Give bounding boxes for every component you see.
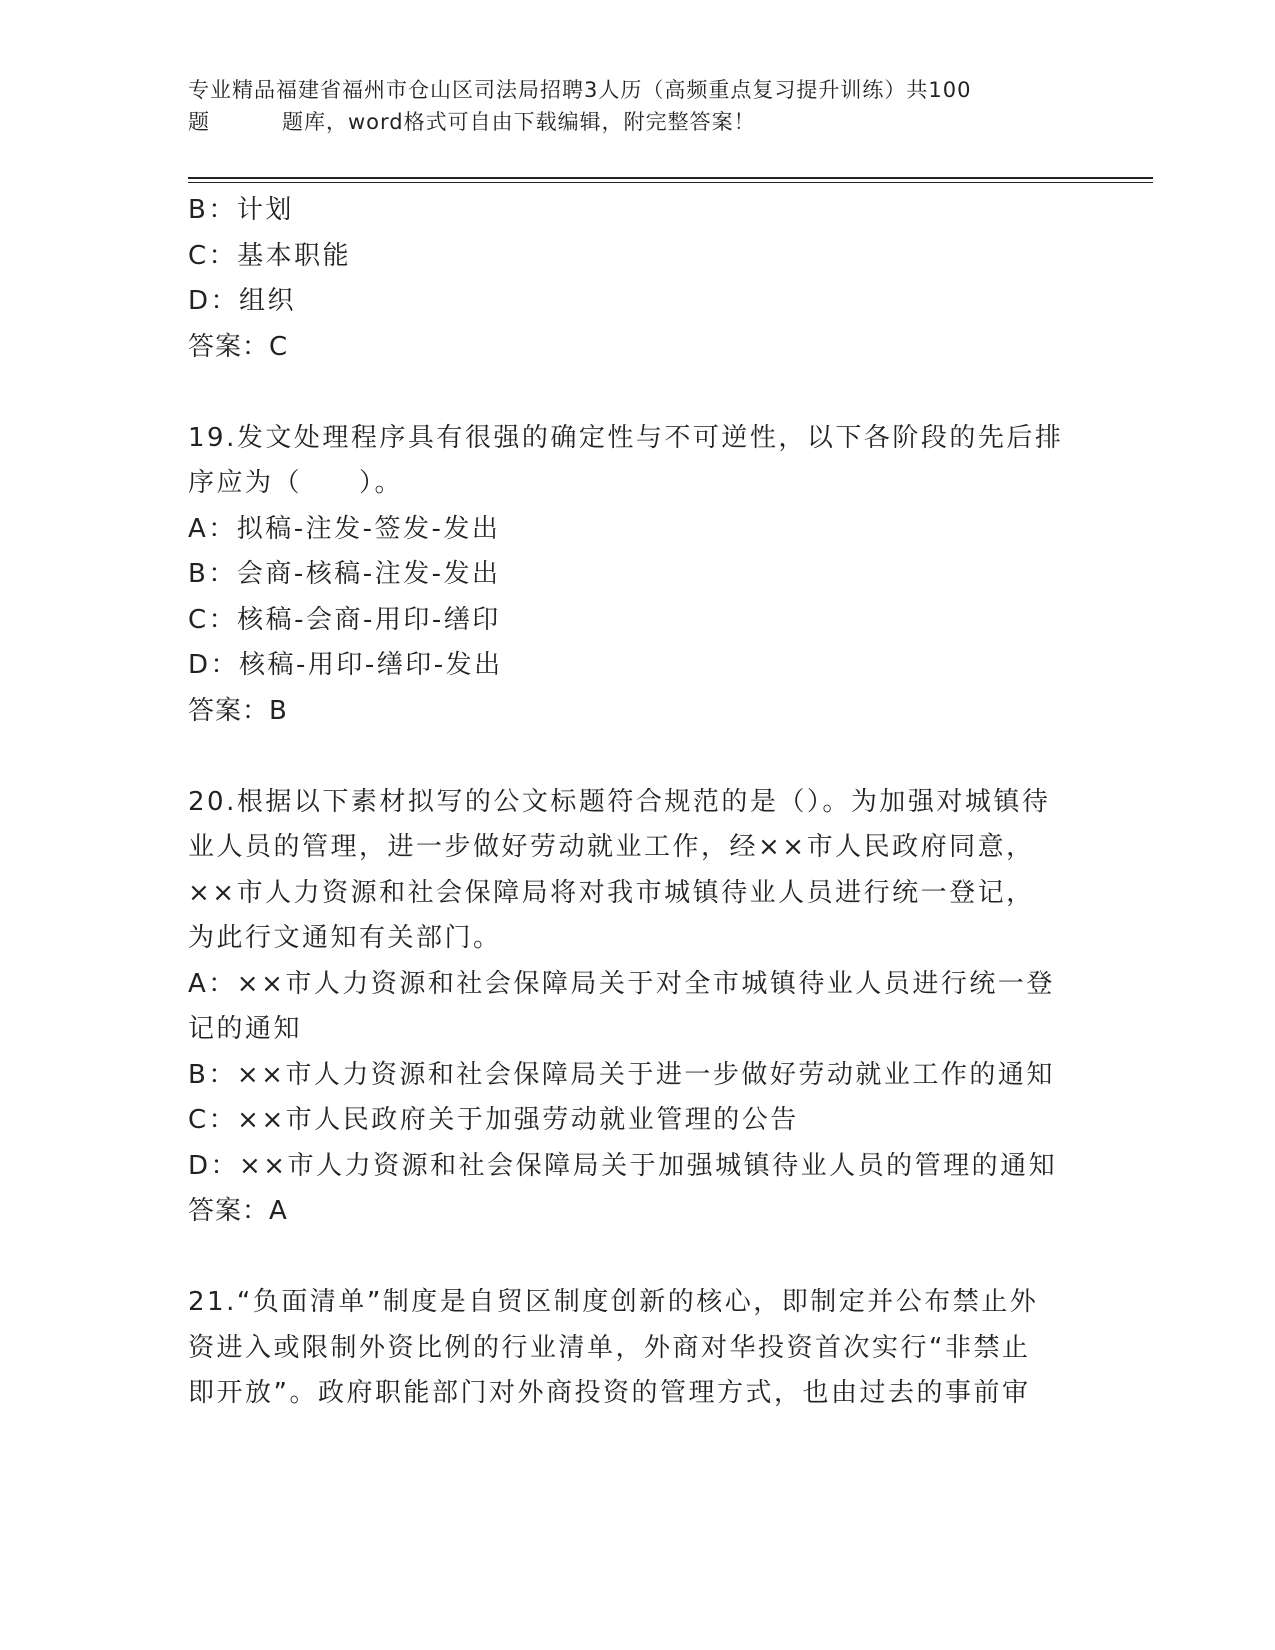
q20-option-b: B：××市人力资源和社会保障局关于进一步做好劳动就业工作的通知 <box>188 1059 1055 1090</box>
q20-option-d: D：××市人力资源和社会保障局关于加强城镇待业人员的管理的通知 <box>188 1150 1058 1181</box>
q21-stem-line-2: 资进入或限制外资比例的行业清单，外商对华投资首次实行“非禁止 <box>188 1332 1031 1363</box>
q19-option-c: C：核稿-会商-用印-缮印 <box>188 604 501 635</box>
q21-stem-line-3: 即开放”。政府职能部门对外商投资的管理方式，也由过去的事前审 <box>188 1378 1031 1408</box>
q20-answer: 答案：A <box>188 1196 288 1226</box>
q19-option-b: B：会商-核稿-注发-发出 <box>188 559 501 589</box>
question-content <box>188 188 1088 1417</box>
q20-option-a-line-1: A：××市人力资源和社会保障局关于对全市城镇待业人员进行统一登 <box>188 968 1055 999</box>
q18-option-c: C：基本职能 <box>188 240 352 271</box>
q20-option-a-line-2: 记的通知 <box>188 1014 303 1044</box>
header-title-line-2-end: 题库，word格式可自由下载编辑，附完整答案！ <box>282 110 756 134</box>
header-title-line-1: 专业精品福建省福州市仓山区司法局招聘3人历（高频重点复习提升训练）共100 <box>188 78 972 102</box>
q18-option-b: B：计划 <box>188 195 294 225</box>
question-21 <box>188 1280 1088 1417</box>
page-header <box>188 74 1088 138</box>
q18-option-d: D：组织 <box>188 286 297 316</box>
q20-stem-line-3: ××市人力资源和社会保障局将对我市城镇待业人员进行统一登记， <box>188 877 1035 908</box>
q20-stem-line-4: 为此行文通知有关部门。 <box>188 923 502 953</box>
question-18 <box>188 188 1088 370</box>
q20-stem-line-1: 20.根据以下素材拟写的公文标题符合规范的是（）。为加强对城镇待 <box>188 786 1051 817</box>
q19-option-d: D：核稿-用印-缮印-发出 <box>188 650 503 680</box>
question-20 <box>188 780 1088 1235</box>
q19-stem-line-2: 序应为（ ）。 <box>188 468 404 498</box>
header-title-line-2-start: 题 <box>188 110 210 134</box>
q20-option-c: C：××市人民政府关于加强劳动就业管理的公告 <box>188 1105 799 1135</box>
q19-option-a: A：拟稿-注发-签发-发出 <box>188 513 501 544</box>
header-title-line-2 <box>188 106 1088 138</box>
q19-stem-line-1: 19.发文处理程序具有很强的确定性与不可逆性，以下各阶段的先后排 <box>188 422 1064 453</box>
header-rule-thick <box>188 177 1153 179</box>
q18-answer: 答案：C <box>188 331 289 362</box>
question-19 <box>188 416 1088 735</box>
q19-answer: 答案：B <box>188 695 288 726</box>
header-rule-thin <box>188 182 1153 183</box>
q20-stem-line-2: 业人员的管理，进一步做好劳动就业工作，经××市人民政府同意， <box>188 832 1035 862</box>
q21-stem-line-1: 21.“负面清单”制度是自贸区制度创新的核心，即制定并公布禁止外 <box>188 1287 1039 1317</box>
